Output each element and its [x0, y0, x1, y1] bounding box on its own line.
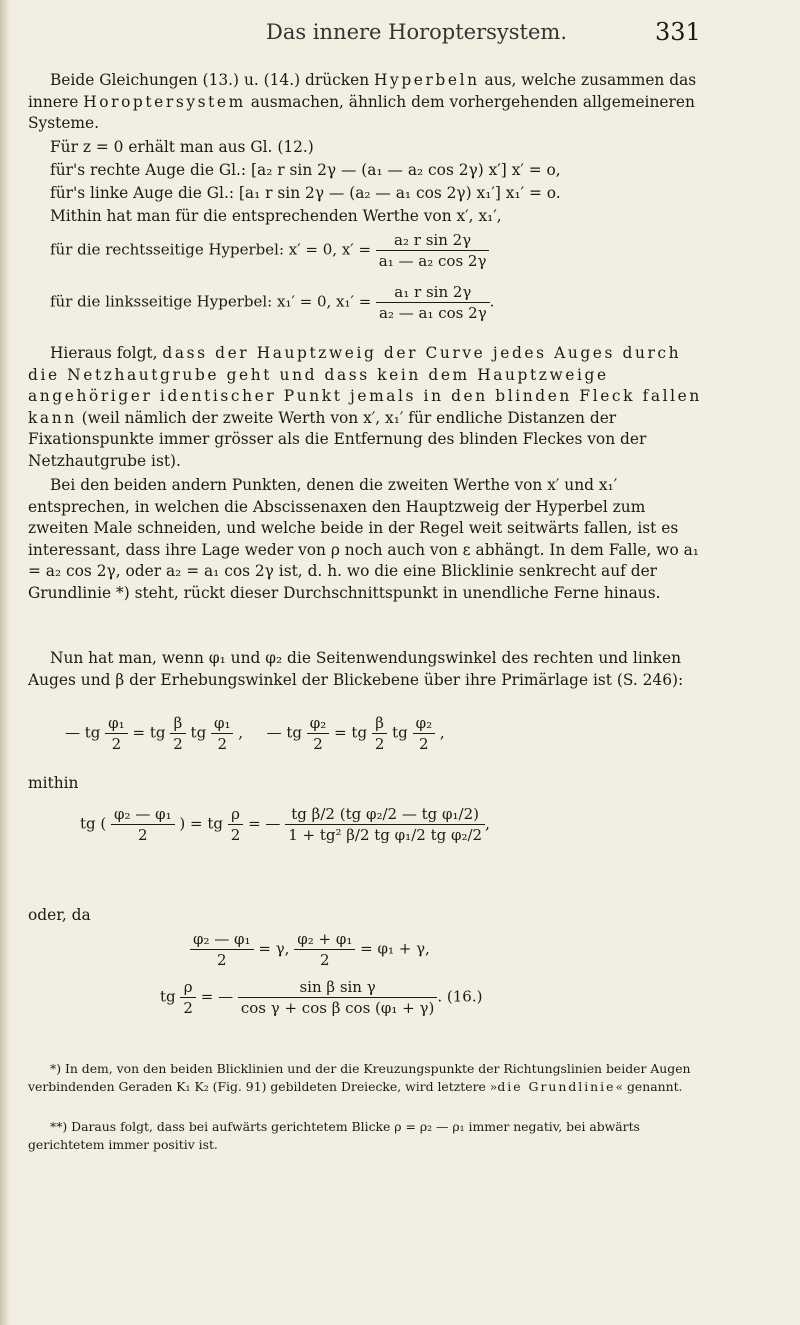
spaced-hyperbeln: Hyperbeln — [374, 71, 480, 89]
equation-gamma-definition: $\frac{\text{φ₂ — φ₁}}{2}$ = γ, $\frac{\text{φ₂ + φ₁}}{2}$ = φ₁ + γ, — [190, 930, 430, 969]
page-number: 331 — [655, 18, 701, 46]
equation-tangent-pair: — tg $\frac{\text{φ₁}}{2}$ = tg $\frac{\beta}{2}$ tg $\frac{\text{φ₁}}{2}$ , — tg $\frac{\text{φ₂}}{2}$ = tg $\frac{\beta}{2}$ tg $\frac{\text{φ₂}}{2}$ , — [65, 714, 445, 753]
equation-left-eye: für's linke Auge die Gl.: [a₁ r sin 2γ — (a₂ — a₁ cos 2γ) x₁′] x₁′ = o. — [50, 184, 561, 202]
header-title: Das innere Horoptersystem. — [266, 20, 568, 44]
word-mithin: mithin — [28, 774, 79, 792]
spaced-hauptzweig-statement: dass der Hauptzweig der Curve jedes Auges durch die Netzhautgrube geht und dass kein dem Hauptzweige angehöriger identischer Punkt jemals in den blinden Fleck fallen kann — [28, 344, 702, 427]
fraction-right: $\frac{\text{a₂ r sin 2γ}}{\text{a₁ — a₂ cos 2γ}}$ — [376, 231, 490, 270]
fraction-rho-tangent: $\frac{\text{tg β/2 (tg φ₂/2 — tg φ₁/2)}}{\text{1 + tg² β/2 tg φ₁/2 tg φ₂/2}}$ — [285, 805, 485, 844]
footnote-grundlinie: *) In dem, von den beiden Blicklinien und der die Kreuzungspunkte der Richtungslinien beider Augen verbindenden Geraden K₁ K₂ (Fig. 91) gebildeten Dreiecke, wird letztere »die Grundlinie« genannt. — [28, 1061, 691, 1095]
paragraph-hyperbeln: Beide Gleichungen (13.) u. (14.) drücken Hyperbeln aus, welche zusammen das innere Horoptersystem ausmachen, ähnlich dem vorhergehenden allgemeineren Systeme. — [28, 71, 697, 133]
page-spine-shadow — [0, 0, 10, 1325]
equation-rho-tangent: tg ( $\frac{\text{φ₂ — φ₁}}{2}$ ) = tg $\frac{\rho}{2}$ = — $\frac{\text{tg β/2 (tg φ₂/2 — tg φ₁/2)}}{\text{1 + tg² β/2 tg φ₁/2 tg φ₂/2}}$ , — [80, 805, 490, 844]
fraction-left: $\frac{\text{a₁ r sin 2γ}}{\text{a₂ — a₁ cos 2γ}}$ — [376, 283, 490, 322]
fraction-16: $\frac{\text{sin β sin γ}}{\text{cos γ + cos β cos (φ₁ + γ)}}$ — [238, 978, 438, 1017]
line-z-zero: Für z = 0 erhält man aus Gl. (12.) — [50, 138, 314, 156]
paragraph-hauptzweig: Hieraus folgt, dass der Hauptzweig der Curve jedes Auges durch die Netzhautgrube geht und dass kein dem Hauptzweige angehöriger identischer Punkt jemals in den blinden Fleck fallen kann (weil nämlich der zweite Werth von x′, x₁′ für endliche Distanzen der Fixationspunkte immer grösser als die Entfernung des blinden Fleckes von der Netzhautgrube ist). — [28, 344, 702, 470]
footnote-blicke: **) Daraus folgt, dass bei aufwärts gerichtetem Blicke ρ = ρ₂ — ρ₁ immer negativ, bei abwärts gerichtetem immer positiv ist. — [28, 1119, 640, 1153]
word-oder-da: oder, da — [28, 906, 91, 924]
equation-right-eye: für's rechte Auge die Gl.: [a₂ r sin 2γ — (a₁ — a₂ cos 2γ) x′] x′ = o, — [50, 161, 561, 179]
paragraph-seitenwendung: Nun hat man, wenn φ₁ und φ₂ die Seitenwendungswinkel des rechten und linken Auges und β der Erhebungswinkel der Blickebene über ihre Primärlage ist (S. 246): — [28, 649, 684, 689]
paragraph-other-points: Bei den beiden andern Punkten, denen die zweiten Werthe von x′ und x₁′ entsprechen, in welchen die Abscissenaxen den Hauptzweig der Hyperbel zum zweiten Male schneiden, und welche beide in der Regel weit seitwärts fallen, ist es interessant, dass ihre Lage weder von ρ noch auch von ε abhängt. In dem Falle, wo a₁ = a₂ cos 2γ, oder a₂ = a₁ cos 2γ ist, d. h. wo die eine Blicklinie senkrecht auf der Grundlinie *) steht, rückt dieser Durchschnittspunkt in unendliche Ferne hinaus. — [28, 476, 699, 602]
running-header — [0, 12, 800, 52]
equation-right-hyperbola: für die rechtsseitige Hyperbel: x′ = 0, x′ = $\frac{\text{a₂ r sin 2γ}}{\text{a₁ — a₂ cos 2γ}}$ — [50, 231, 489, 270]
equation-16: tg $\frac{\rho}{2}$ = — $\frac{\text{sin β sin γ}}{\text{cos γ + cos β cos (φ₁ + γ)}}$ . (16.) — [160, 978, 483, 1017]
line-mithin: Mithin hat man für die entsprechenden Werthe von x′, x₁′, — [50, 207, 502, 225]
spaced-horoptersystem: Horoptersystem — [83, 92, 246, 111]
equation-left-hyperbola: für die linksseitige Hyperbel: x₁′ = 0, x₁′ = $\frac{\text{a₁ r sin 2γ}}{\text{a₂ — a₁ cos 2γ}}$ . — [50, 283, 495, 322]
